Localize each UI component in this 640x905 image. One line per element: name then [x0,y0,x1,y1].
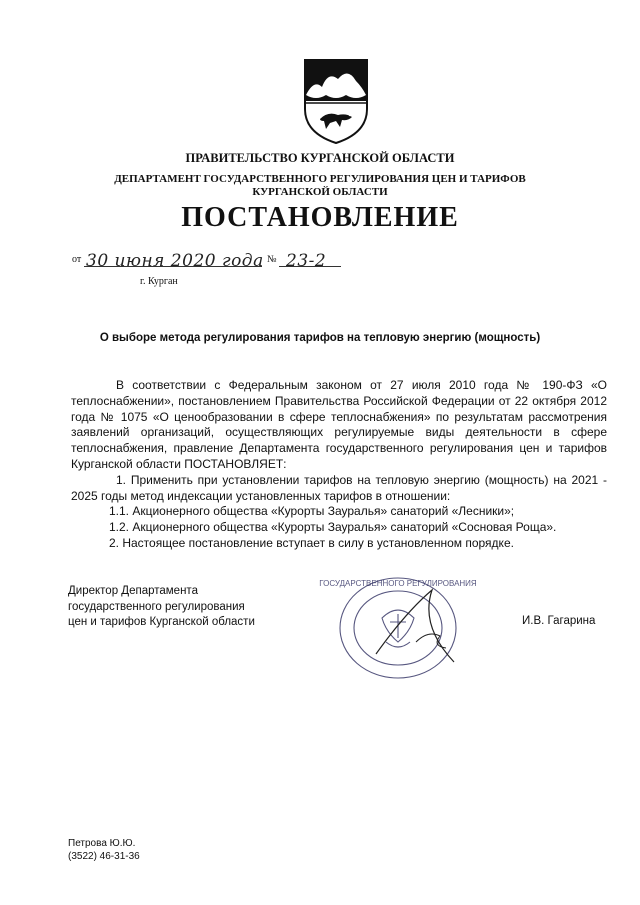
document-subject: О выборе метода регулирования тарифов на тепловую энергию (мощность) [99,332,541,344]
signatory-name: И.В. Гагарина [522,615,596,627]
signatory-position-line2: государственного регулирования [68,600,245,613]
handwritten-date: 30 июня 2020 года [86,251,264,271]
coat-of-arms-icon [302,57,370,145]
document-body [71,378,607,552]
preamble-paragraph: В соответствии с Федеральным законом от 27 июля 2010 года № 190-ФЗ «О теплоснабжении», постановлением Правительства Российской Федерации от 22 октября 2012 года № 1075 «О ценообразовании в сфере теплоснабжения» по результатам рассмотрения заявлений организаций, осуществляющих регулируемые виды деятельности в сфере теплоснабжения, правление Департамента государственного регулирования цен и тарифов Курганской области ПОСТАНОВЛЯЕТ: [71,378,607,471]
executor-phone: (3522) 46-31-36 [68,851,140,862]
official-seal-icon [319,572,477,682]
city-label: г. Курган [140,276,178,287]
department-title [0,173,640,199]
signatory-position-line1: Директор Департамента [68,585,198,597]
date-from-label: от [72,254,82,265]
handwritten-number: 23-2 [286,251,327,271]
executor-name: Петрова Ю.Ю. [68,838,136,849]
item-2-paragraph: 2. Настоящее постановление вступает в силу в установленном порядке. [109,535,514,550]
date-number-line [72,247,372,273]
item-1-paragraph: 1. Применить при установлении тарифов на тепловую энергию (мощность) на 2021 - 2025 годы метод индексации установленных тарифов в отношении: [71,472,607,503]
signatory-position [68,584,255,631]
document-type-title: ПОСТАНОВЛЕНИЕ [181,202,459,233]
signatory-position-line3: цен и тарифов Курганской области [68,616,255,629]
department-title-line2: КУРГАНСКОЙ ОБЛАСТИ [252,186,388,198]
department-title-line1: ДЕПАРТАМЕНТ ГОСУДАРСТВЕННОГО РЕГУЛИРОВАНИЯ ЦЕН И ТАРИФОВ [114,173,526,185]
number-label: № [267,254,277,265]
government-title: ПРАВИТЕЛЬСТВО КУРГАНСКОЙ ОБЛАСТИ [185,151,455,165]
executor-contact [68,837,140,863]
item-1-1-paragraph: 1.1. Акционерного общества «Курорты Зауралья» санаторий «Лесники»; [109,504,515,519]
seal-text: ГОСУДАРСТВЕННОГО РЕГУЛИРОВАНИЯ [319,579,477,588]
item-1-2-paragraph: 1.2. Акционерного общества «Курорты Зауралья» санаторий «Сосновая Роща». [109,520,557,535]
